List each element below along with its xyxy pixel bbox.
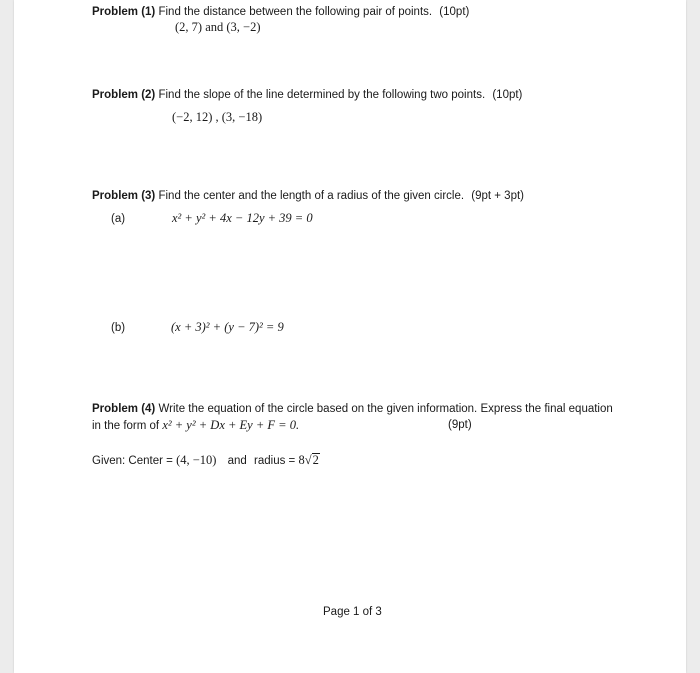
problem-4-heading <box>92 402 613 416</box>
problem-3-part-a-label: (a) <box>111 213 126 225</box>
problem-4-text: Write the equation of the circle based on the given information. Express the final equation <box>158 403 613 415</box>
problem-3-label: Problem (3) <box>92 190 156 202</box>
problem-4-label: Problem (4) <box>92 403 156 415</box>
problem-3-heading <box>92 189 524 203</box>
given-radius-radicand: 2 <box>312 453 319 467</box>
given-center-value: (4, −10) <box>176 453 217 467</box>
given-radius-label: radius = <box>254 455 296 467</box>
given-radius-value <box>298 453 319 467</box>
problem-2-label: Problem (2) <box>92 89 156 101</box>
problem-3-points: (9pt + 3pt) <box>471 190 524 202</box>
problem-1-text: Find the distance between the following pair of points. <box>158 6 433 18</box>
given-center-prefix: Given: Center = <box>92 455 173 467</box>
problem-1-heading <box>92 5 469 19</box>
problem-3-part-b-label: (b) <box>111 322 126 334</box>
problem-4-form-equation: x² + y² + Dx + Ey + F = 0. <box>162 418 300 432</box>
problem-4-form-prefix: in the form of <box>92 420 160 432</box>
problem-2-heading <box>92 88 522 102</box>
given-radius-coefficient: 8 <box>298 453 305 467</box>
problem-2-text: Find the slope of the line determined by the following two points. <box>158 89 486 101</box>
problem-1-points: (10pt) <box>439 6 470 18</box>
problem-1-points-math: (2, 7) and (3, −2) <box>175 20 261 34</box>
problem-1-label: Problem (1) <box>92 6 156 18</box>
problem-2-points: (10pt) <box>492 89 523 101</box>
problem-2-points-math: (−2, 12) , (3, −18) <box>172 110 263 124</box>
given-and: and <box>227 455 247 467</box>
problem-3-part-a-equation: x² + y² + 4x − 12y + 39 = 0 <box>172 211 313 225</box>
page-number: Page 1 of 3 <box>323 606 382 618</box>
problem-4-points: (9pt) <box>448 419 472 431</box>
problem-3-text: Find the center and the length of a radius of the given circle. <box>158 190 465 202</box>
square-root-icon: √ <box>304 453 312 467</box>
problem-3-part-b-equation: (x + 3)² + (y − 7)² = 9 <box>171 320 284 334</box>
document-page <box>14 0 686 673</box>
problem-4-given <box>92 453 320 468</box>
problem-4-form-line <box>92 418 299 433</box>
